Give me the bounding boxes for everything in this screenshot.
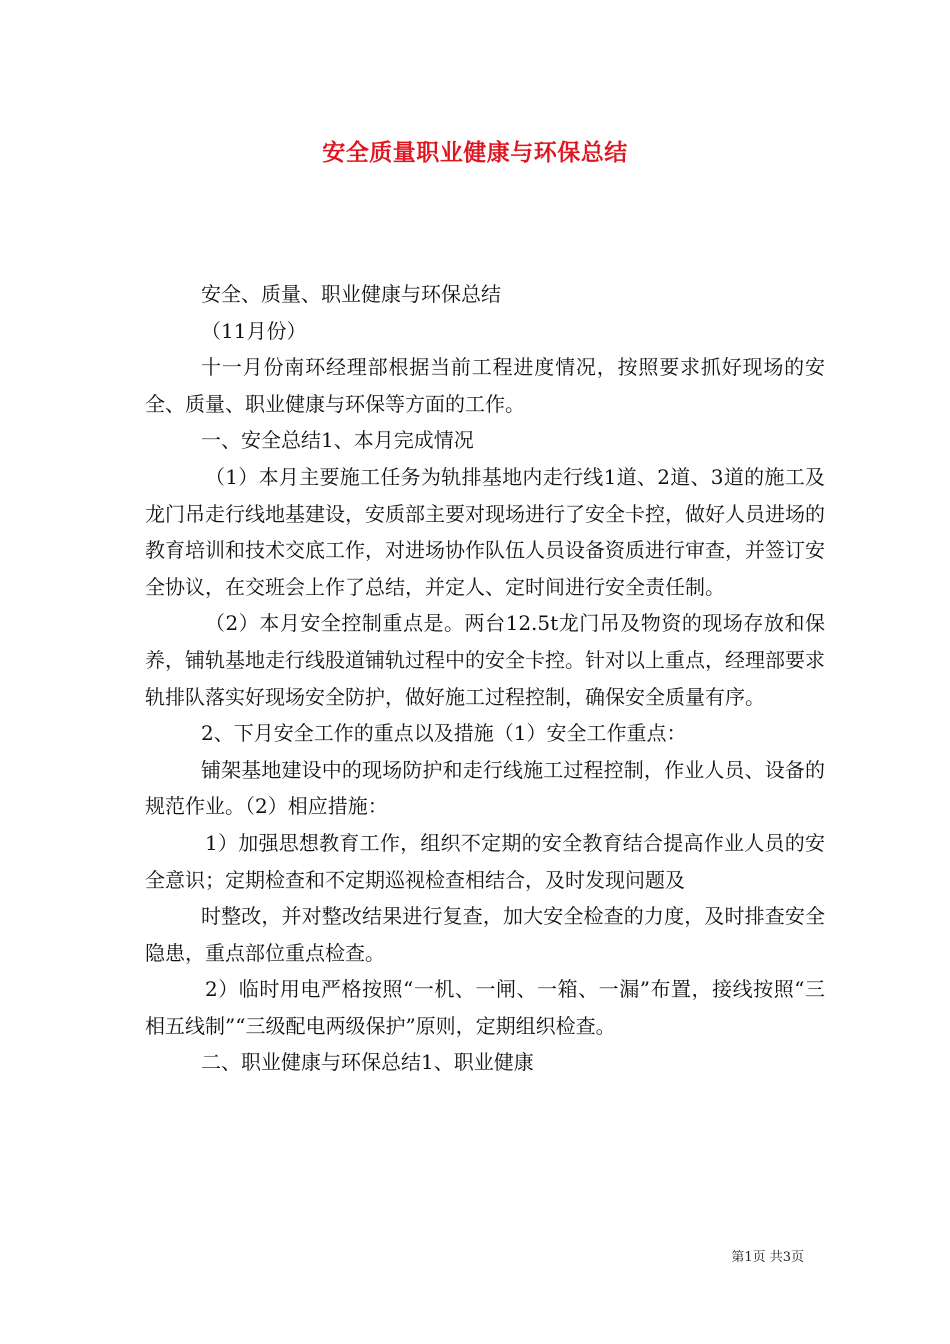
document-body (145, 276, 825, 1081)
paragraph-month: （11月份） (201, 318, 307, 343)
paragraph-section-1: 一、安全总结1、本月完成情况 (201, 428, 474, 453)
paragraph-focus: 铺架基地建设中的现场防护和走行线施工过程控制，作业人员、设备的规范作业。（2）相应措施： (145, 757, 825, 819)
paragraph-section-2: 二、职业健康与环保总结1、职业健康 (201, 1050, 534, 1075)
page-number: 第1页 共3页 (731, 1250, 804, 1265)
paragraph-next-month: 2、下月安全工作的重点以及措施（1）安全工作重点： (201, 721, 687, 746)
paragraph-measure-2: 2）临时用电严格按照“一机、一闸、一箱、一漏”布置，接线按照“三相五线制”“三级配电两级保护”原则，定期组织检查。 (145, 977, 825, 1038)
paragraph-measure-1-cont: 时整改，并对整改结果进行复查，加大安全检查的力度，及时排查安全隐患，重点部位重点检查。 (145, 904, 825, 965)
document-title: 安全质量职业健康与环保总结 (322, 140, 628, 166)
paragraph-heading: 安全、质量、职业健康与环保总结 (201, 282, 501, 306)
paragraph-item-2: （2）本月安全控制重点是。两台12.5t龙门吊及物资的现场存放和保养，铺轨基地走行线股道铺轨过程中的安全卡控。针对以上重点，经理部要求轨排队落实好现场安全防护，做好施工过程控制，确保安全质量有序。 (145, 611, 825, 709)
paragraph-intro: 十一月份南环经理部根据当前工程进度情况，按照要求抓好现场的安全、质量、职业健康与环保等方面的工作。 (145, 355, 825, 416)
paragraph-item-1: （1）本月主要施工任务为轨排基地内走行线1道、2道、3道的施工及龙门吊走行线地基建设，安质部主要对现场进行了安全卡控，做好人员进场的教育培训和技术交底工作，对进场协作队伍人员设备资质进行审查，并签订安全协议，在交班会上作了总结，并定人、定时间进行安全责任制。 (145, 464, 825, 599)
paragraph-measure-1: 1）加强思想教育工作，组织不定期的安全教育结合提高作业人员的安全意识；定期检查和不定期巡视检查相结合，及时发现问题及 (145, 830, 825, 892)
